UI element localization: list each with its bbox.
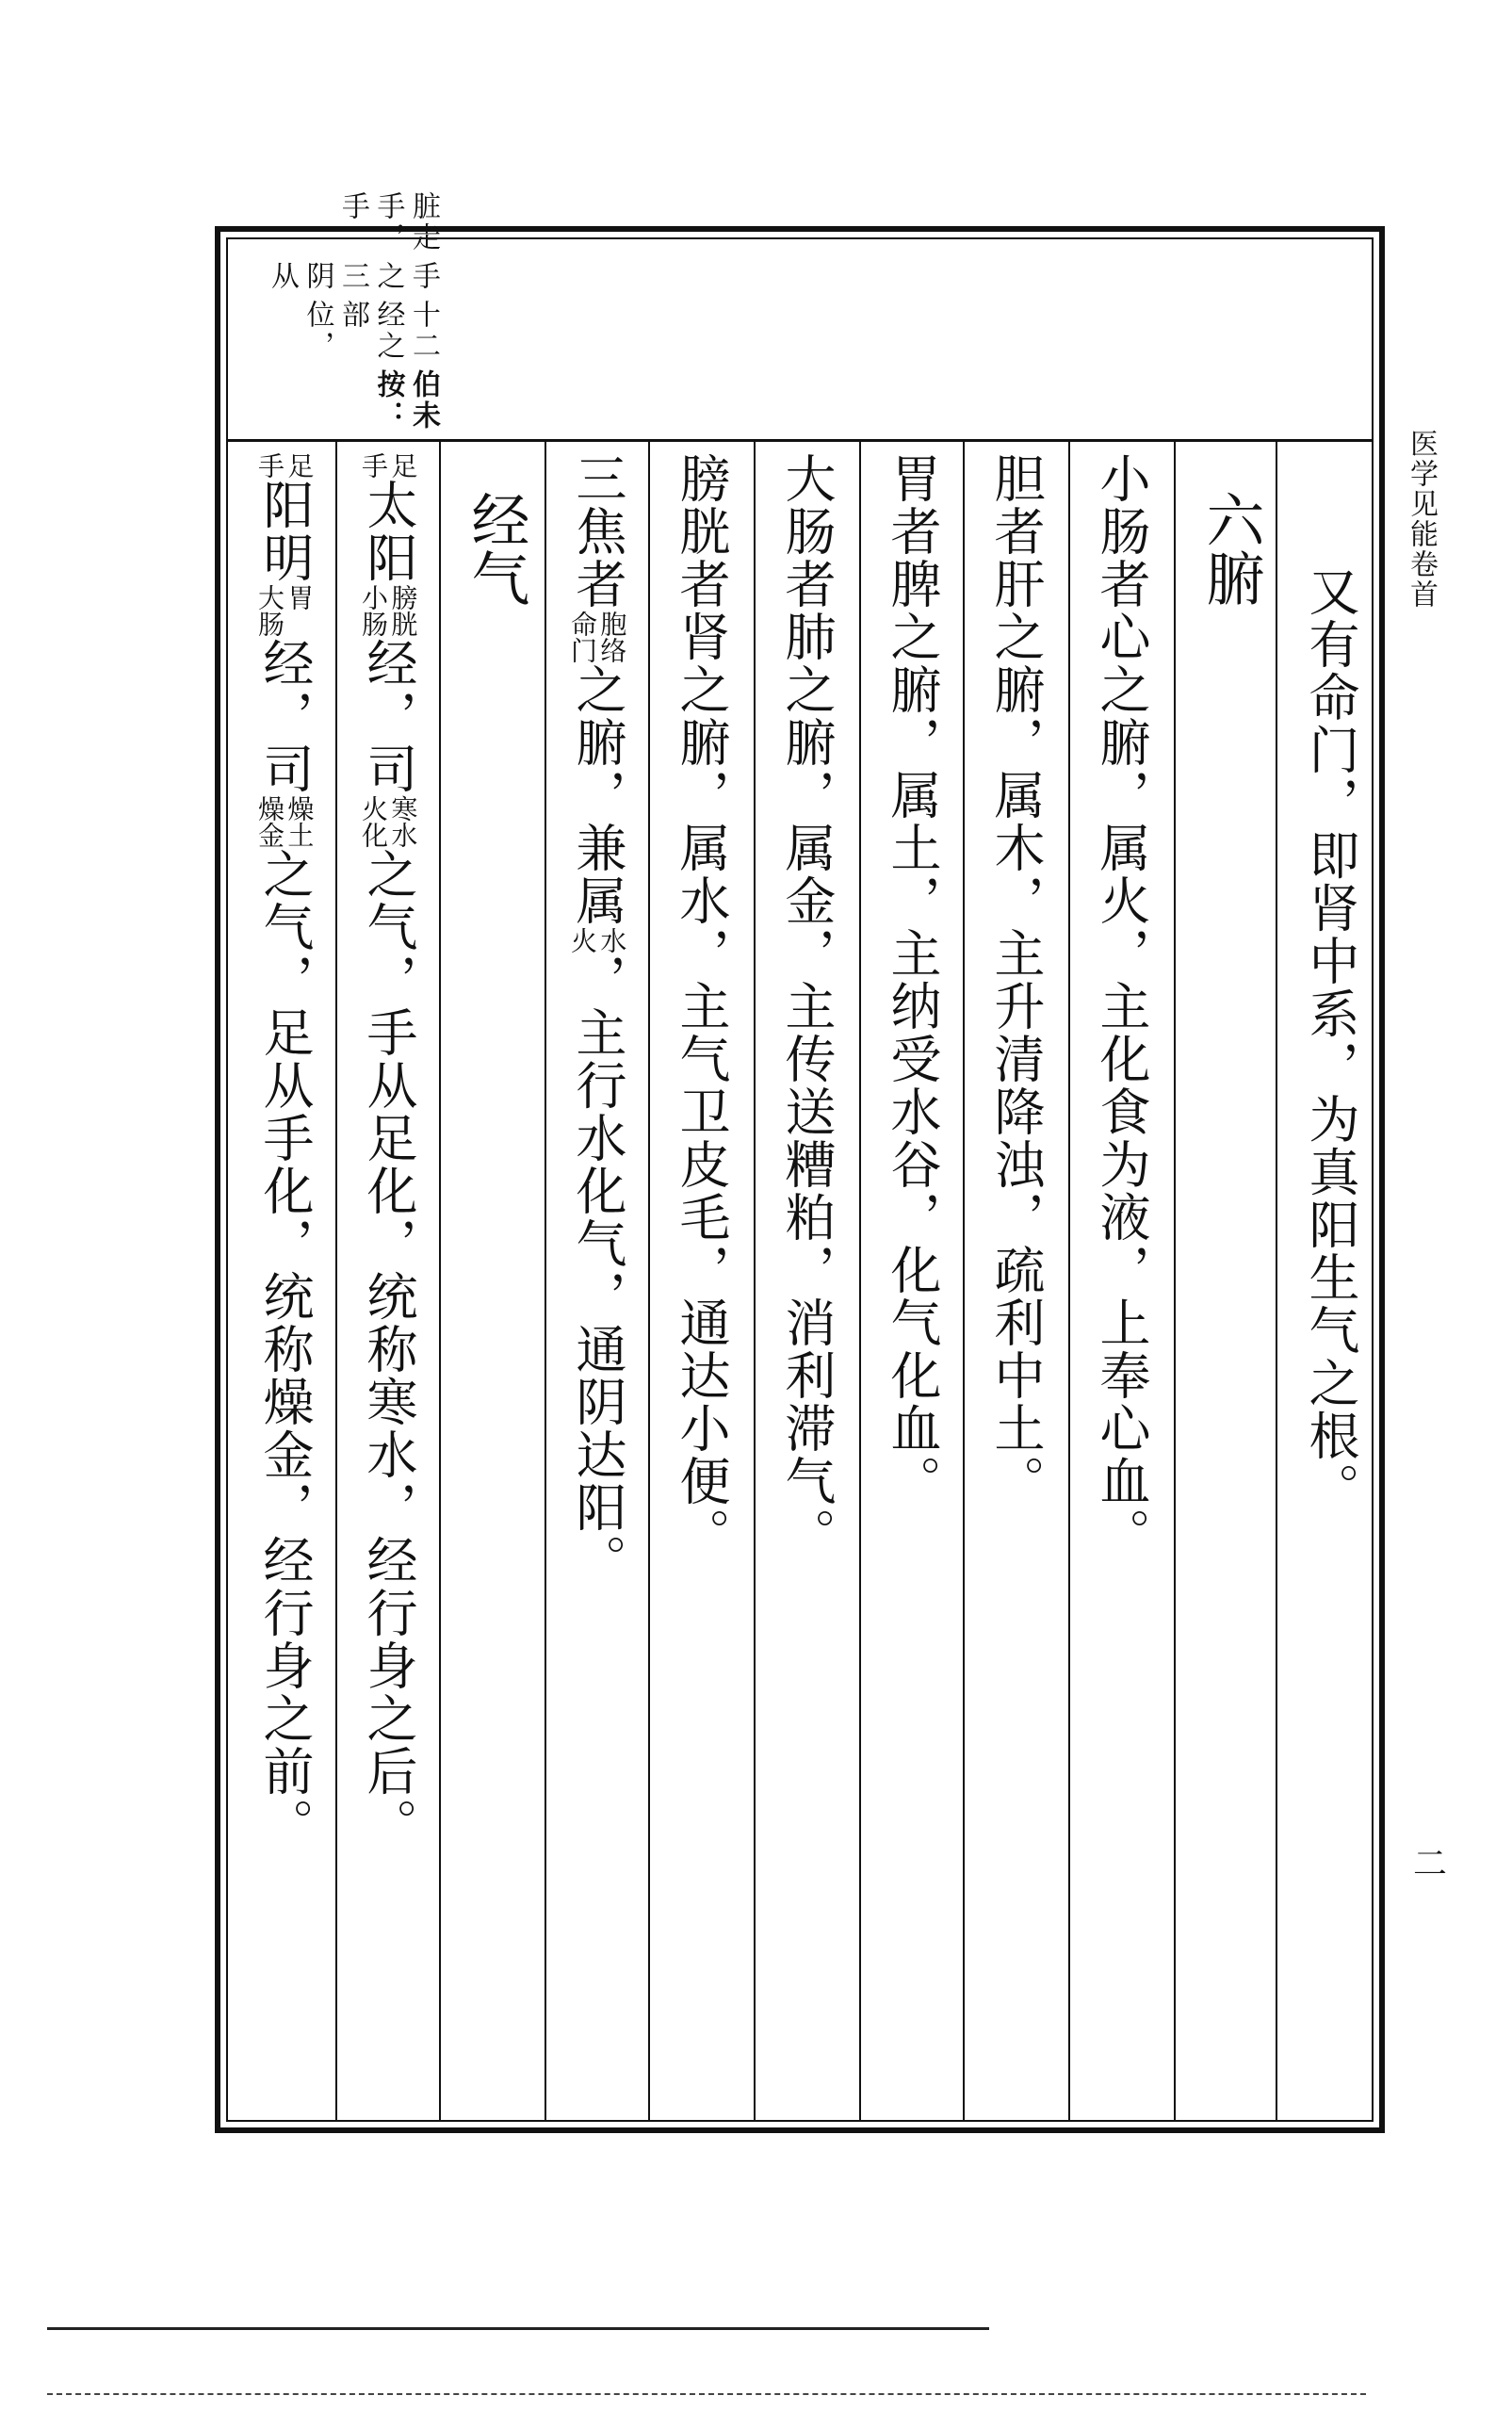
column-text: 胃者脾之腑，属土，主纳受水谷，化气化血。 bbox=[883, 452, 943, 1508]
small-text: 燥土 bbox=[284, 795, 316, 848]
column-text: 膀胱者肾之腑，属水，主气卫皮毛，通达小便。 bbox=[672, 452, 732, 1560]
text-column-3 bbox=[1083, 452, 1159, 1677]
column-text: 之气，足从手化，统称燥金，经行身之前。 bbox=[255, 848, 316, 1850]
text-column-4 bbox=[978, 452, 1053, 1677]
small-annotation bbox=[569, 611, 626, 663]
column-divider bbox=[1276, 439, 1277, 2122]
text-column-8 bbox=[560, 452, 635, 1771]
small-text: 火化 bbox=[358, 795, 389, 848]
column-text: 大肠者肺之腑，属金，主传送糟粕，消利滞气。 bbox=[777, 452, 837, 1560]
editor-note bbox=[243, 191, 441, 432]
small-text: 胞络 bbox=[596, 611, 628, 663]
column-divider bbox=[648, 439, 650, 2122]
running-head: 医学见能卷首 bbox=[1405, 429, 1438, 610]
small-text: 命门 bbox=[567, 611, 598, 663]
small-text: 寒水 bbox=[387, 795, 419, 848]
small-annotation bbox=[569, 927, 626, 953]
page-number: 二 bbox=[1413, 1845, 1448, 1883]
column-text: 又有命门，即肾中系，为真阳生气之根。 bbox=[1301, 565, 1361, 1515]
text-column-5 bbox=[874, 452, 950, 1677]
column-divider bbox=[439, 439, 441, 2122]
column-divider bbox=[1174, 439, 1176, 2122]
column-divider bbox=[859, 439, 861, 2122]
small-annotation bbox=[360, 584, 417, 637]
text-column-6 bbox=[769, 452, 844, 1677]
small-text: 足 bbox=[284, 452, 316, 479]
column-divider bbox=[1068, 439, 1070, 2122]
text-column-11 bbox=[247, 452, 322, 2054]
column-text: 之气，手从足化，统称寒水，经行身之后。 bbox=[359, 848, 419, 1850]
column-divider bbox=[335, 439, 337, 2122]
scan-edge-line bbox=[47, 2393, 1366, 2395]
editor-note-line: 十二经之部位， bbox=[301, 300, 440, 362]
small-text: 水 bbox=[596, 927, 628, 953]
small-annotation bbox=[256, 584, 314, 637]
column-text: 三焦者 bbox=[568, 452, 628, 611]
column-text: 胆者肝之腑，属木，主升清降浊，疏利中土。 bbox=[986, 452, 1047, 1508]
column-divider bbox=[963, 439, 965, 2122]
small-annotation bbox=[360, 795, 417, 848]
editor-note-line: 脏走手，手 bbox=[336, 191, 440, 253]
column-text: 太阳 bbox=[359, 479, 419, 584]
small-text: 膀胱 bbox=[387, 584, 419, 637]
small-text: 足 bbox=[387, 452, 419, 479]
small-text: 大肠 bbox=[254, 584, 285, 637]
small-text: 火 bbox=[567, 927, 598, 953]
small-text: 燥金 bbox=[254, 795, 285, 848]
editor-note-title: 伯未按： bbox=[371, 369, 440, 432]
editor-note-line: 手之三阴从 bbox=[266, 261, 440, 292]
column-text: 阳明 bbox=[255, 479, 316, 584]
scan-edge-line bbox=[47, 2327, 989, 2330]
column-text: 经，司 bbox=[359, 637, 419, 795]
text-column-7 bbox=[663, 452, 739, 1677]
column-text: 之腑，兼属 bbox=[568, 663, 628, 927]
header-divider bbox=[226, 439, 1374, 442]
column-divider bbox=[754, 439, 756, 2122]
small-annotation bbox=[256, 795, 314, 848]
small-text: 手 bbox=[358, 452, 389, 479]
column-divider bbox=[545, 439, 546, 2122]
small-text: 小肠 bbox=[358, 584, 389, 637]
small-annotation bbox=[256, 452, 314, 479]
section-heading-liufu: 六腑 bbox=[1196, 490, 1265, 607]
column-text: 经，司 bbox=[255, 637, 316, 795]
text-column-1 bbox=[1293, 565, 1368, 1696]
text-column-10 bbox=[350, 452, 426, 2054]
section-heading-jingqi: 经气 bbox=[462, 490, 530, 607]
column-text: 小肠者心之腑，属火，主化食为液，上奉心血。 bbox=[1092, 452, 1152, 1560]
small-text: 胃 bbox=[284, 584, 316, 611]
small-text: 手 bbox=[254, 452, 285, 479]
column-text: ，主行水化气，通阴达阳。 bbox=[568, 953, 628, 1587]
small-annotation bbox=[360, 452, 417, 479]
